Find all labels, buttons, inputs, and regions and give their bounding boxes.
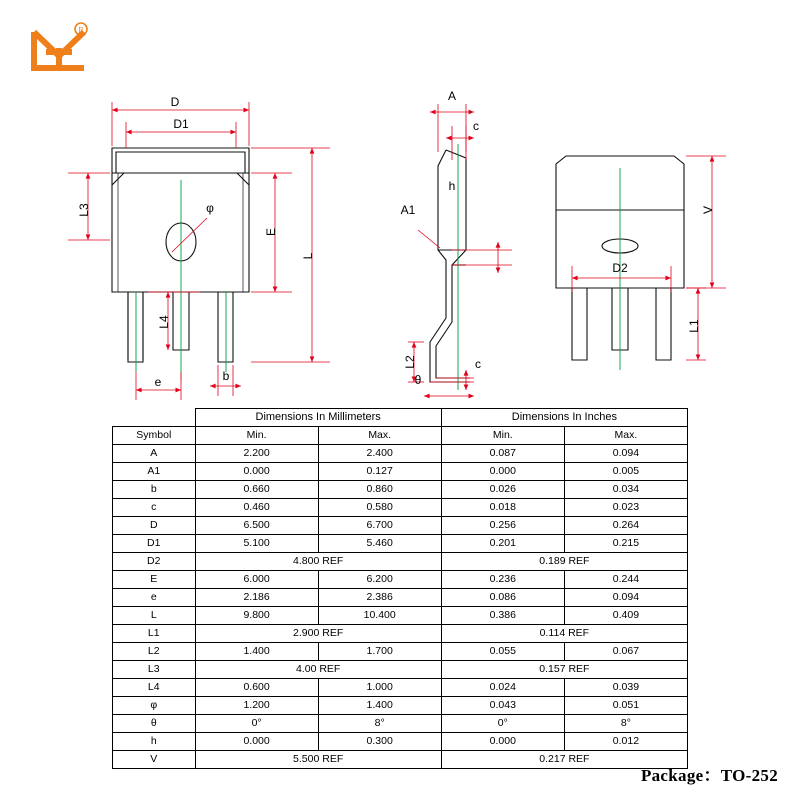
- cell-symbol: L: [113, 607, 196, 625]
- cell-in-min: 0.055: [441, 643, 564, 661]
- header-inches: Dimensions In Inches: [441, 409, 687, 427]
- cell-in-min: 0.018: [441, 499, 564, 517]
- cell-mm-max: 1.000: [318, 679, 441, 697]
- label-b: b: [222, 369, 230, 383]
- cell-symbol: θ: [113, 715, 196, 733]
- cell-in-max: 0.215: [564, 535, 687, 553]
- package-drawing: [0, 60, 800, 400]
- cell-mm-min: 2.186: [195, 589, 318, 607]
- cell-in-min: 0.256: [441, 517, 564, 535]
- cell-mm-min: 0°: [195, 715, 318, 733]
- cell-mm-min: 6.500: [195, 517, 318, 535]
- label-c-bottom: c: [475, 357, 481, 371]
- cell-symbol: L2: [113, 643, 196, 661]
- table-row: [113, 481, 688, 499]
- cell-mm-max: 2.400: [318, 445, 441, 463]
- table-row: [113, 733, 688, 751]
- cell-in-min: 0.086: [441, 589, 564, 607]
- cell-mm-max: 6.700: [318, 517, 441, 535]
- cell-mm-max: 0.300: [318, 733, 441, 751]
- cell-symbol: c: [113, 499, 196, 517]
- cell-in-min: 0.386: [441, 607, 564, 625]
- cell-mm-max: 0.580: [318, 499, 441, 517]
- cell-mm-min: 1.400: [195, 643, 318, 661]
- cell-mm-min: 0.000: [195, 733, 318, 751]
- cell-mm-ref: 4.00 REF: [195, 661, 441, 679]
- cell-in-max: 0.409: [564, 607, 687, 625]
- cell-mm-max: 2.386: [318, 589, 441, 607]
- cell-mm-min: 0.000: [195, 463, 318, 481]
- table-row: [113, 499, 688, 517]
- cell-in-min: 0.043: [441, 697, 564, 715]
- cell-in-max: 0.067: [564, 643, 687, 661]
- cell-in-ref: 0.114 REF: [441, 625, 687, 643]
- cell-in-max: 0.005: [564, 463, 687, 481]
- registered-mark-icon: [75, 23, 87, 35]
- cell-symbol: A1: [113, 463, 196, 481]
- header-blank: [113, 409, 196, 427]
- cell-mm-min: 2.200: [195, 445, 318, 463]
- cell-in-max: 0.039: [564, 679, 687, 697]
- cell-symbol: b: [113, 481, 196, 499]
- table-row: [113, 607, 688, 625]
- cell-in-max: 0.094: [564, 589, 687, 607]
- label-L3: L3: [77, 203, 91, 217]
- svg-text:R: R: [78, 25, 84, 35]
- cell-mm-max: 8°: [318, 715, 441, 733]
- label-h: h: [448, 179, 456, 193]
- label-D1: D1: [173, 117, 189, 131]
- cell-symbol: L4: [113, 679, 196, 697]
- table-row: [113, 553, 688, 571]
- cell-in-max: 0.034: [564, 481, 687, 499]
- cell-mm-min: 0.600: [195, 679, 318, 697]
- cell-in-ref: 0.157 REF: [441, 661, 687, 679]
- cell-in-max: 0.244: [564, 571, 687, 589]
- cell-in-max: 0.094: [564, 445, 687, 463]
- header-in-max: Max.: [564, 427, 687, 445]
- cell-mm-ref: 2.900 REF: [195, 625, 441, 643]
- cell-symbol: D: [113, 517, 196, 535]
- cell-mm-ref: 5.500 REF: [195, 751, 441, 769]
- dimensions-table: [112, 408, 688, 769]
- cell-symbol: A: [113, 445, 196, 463]
- cell-symbol: L3: [113, 661, 196, 679]
- cell-mm-max: 0.860: [318, 481, 441, 499]
- cell-mm-max: 6.200: [318, 571, 441, 589]
- cell-mm-max: 5.460: [318, 535, 441, 553]
- table-row: [113, 463, 688, 481]
- table-header-subs: [113, 427, 688, 445]
- cell-in-min: 0.000: [441, 463, 564, 481]
- cell-symbol: φ: [113, 697, 196, 715]
- table-row: [113, 517, 688, 535]
- table-row: [113, 679, 688, 697]
- cell-mm-min: 0.460: [195, 499, 318, 517]
- cell-in-max: 8°: [564, 715, 687, 733]
- cell-in-max: 0.264: [564, 517, 687, 535]
- table-row: [113, 751, 688, 769]
- cell-mm-min: 5.100: [195, 535, 318, 553]
- cell-in-ref: 0.189 REF: [441, 553, 687, 571]
- cell-in-ref: 0.217 REF: [441, 751, 687, 769]
- label-A: A: [447, 89, 457, 103]
- label-L4: L4: [157, 315, 171, 329]
- cell-in-max: 0.051: [564, 697, 687, 715]
- label-e: e: [154, 375, 162, 389]
- label-A1: A1: [400, 203, 416, 217]
- label-theta: θ: [414, 373, 422, 387]
- cell-in-min: 0.026: [441, 481, 564, 499]
- header-in-min: Min.: [441, 427, 564, 445]
- cell-in-max: 0.023: [564, 499, 687, 517]
- cell-mm-ref: 4.800 REF: [195, 553, 441, 571]
- cell-symbol: E: [113, 571, 196, 589]
- cell-mm-max: 0.127: [318, 463, 441, 481]
- cell-symbol: L1: [113, 625, 196, 643]
- header-mm-min: Min.: [195, 427, 318, 445]
- label-D2: D2: [612, 261, 628, 275]
- table-row: [113, 445, 688, 463]
- header-symbol: Symbol: [113, 427, 196, 445]
- cell-mm-max: 10.400: [318, 607, 441, 625]
- cell-in-min: 0°: [441, 715, 564, 733]
- cell-mm-max: 1.400: [318, 697, 441, 715]
- label-c-top: c: [473, 119, 479, 133]
- table-row: [113, 535, 688, 553]
- cell-symbol: V: [113, 751, 196, 769]
- cell-in-max: 0.012: [564, 733, 687, 751]
- label-L1: L1: [687, 319, 701, 333]
- cell-in-min: 0.024: [441, 679, 564, 697]
- cell-symbol: D1: [113, 535, 196, 553]
- cell-symbol: D2: [113, 553, 196, 571]
- table-row: [113, 715, 688, 733]
- table-row: [113, 697, 688, 715]
- table-row: [113, 571, 688, 589]
- table-row: [113, 589, 688, 607]
- package-label: Package：TO-252: [640, 766, 778, 785]
- label-V: V: [701, 205, 715, 215]
- cell-in-min: 0.000: [441, 733, 564, 751]
- cell-mm-min: 9.800: [195, 607, 318, 625]
- table-header-groups: [113, 409, 688, 427]
- label-D: D: [170, 95, 180, 109]
- cell-symbol: e: [113, 589, 196, 607]
- table-row: [113, 643, 688, 661]
- cell-in-min: 0.236: [441, 571, 564, 589]
- header-mm-max: Max.: [318, 427, 441, 445]
- cell-in-min: 0.201: [441, 535, 564, 553]
- cell-mm-max: 1.700: [318, 643, 441, 661]
- label-L: L: [301, 252, 315, 260]
- label-L2: L2: [403, 355, 417, 369]
- cell-symbol: h: [113, 733, 196, 751]
- cell-mm-min: 0.660: [195, 481, 318, 499]
- label-phi: φ: [206, 201, 214, 215]
- cell-mm-min: 1.200: [195, 697, 318, 715]
- cell-mm-min: 6.000: [195, 571, 318, 589]
- header-millimeters: Dimensions In Millimeters: [195, 409, 441, 427]
- table-row: [113, 625, 688, 643]
- label-E: E: [264, 227, 278, 237]
- cell-in-min: 0.087: [441, 445, 564, 463]
- table-row: [113, 661, 688, 679]
